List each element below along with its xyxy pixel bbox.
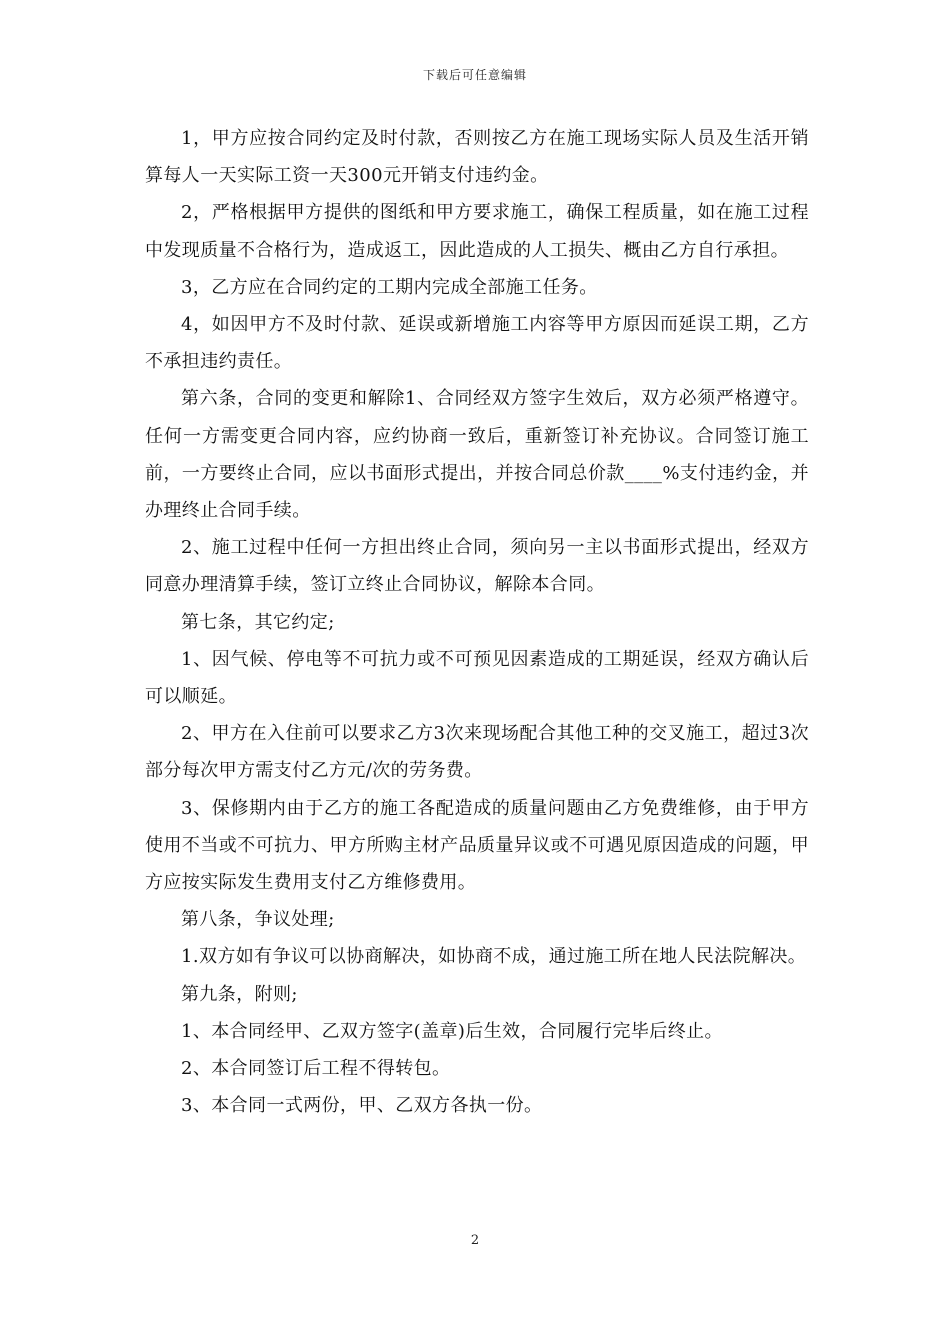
page-number: 2 — [470, 1233, 480, 1248]
paragraph: 1、因气候、停电等不可抗力或不可预见因素造成的工期延误，经双方确认后可以顺延。 — [145, 648, 809, 708]
page-header-note: 下载后可任意编辑 — [422, 68, 527, 82]
section-heading: 第七条，其它约定; — [181, 611, 335, 633]
section-heading: 第八条，争议处理; — [181, 909, 335, 931]
paragraph: 1，甲方应按合同约定及时付款，否则按乙方在施工现场实际人员及生活开销算每人一天实际工资一天300元开销支付违约金。 — [145, 128, 809, 187]
section-heading: 第九条，附则; — [181, 983, 298, 1005]
paragraph: 2、施工过程中任何一方担出终止合同，须向另一主以书面形式提出，经双方同意办理清算手续，签订立终止合同协议，解除本合同。 — [145, 537, 809, 596]
paragraph: 1.双方如有争议可以协商解决，如协商不成，通过施工所在地人民法院解决。 — [181, 946, 807, 968]
paragraph: 3、本合同一式两份，甲、乙双方各执一份。 — [181, 1095, 543, 1117]
paragraph: 第六条，合同的变更和解除1、合同经双方签字生效后，双方必须严格遵守。任何一方需变更合同内容，应约协商一致后，重新签订补充协议。合同签订施工前，一方要终止合同，应以书面形式提出，并按合同总价款____%支付违约金，并办理终止合同手续。 — [145, 388, 809, 522]
paragraph: 2、甲方在入住前可以要求乙方3次来现场配合其他工种的交叉施工，超过3次部分每次甲方需支付乙方元/次的劳务费。 — [145, 723, 809, 782]
paragraph: 1、本合同经甲、乙双方签字(盖章)后生效，合同履行完毕后终止。 — [181, 1020, 723, 1042]
paragraph: 3、保修期内由于乙方的施工各配造成的质量问题由乙方免费维修，由于甲方使用不当或不可抗力、甲方所购主材产品质量异议或不可遇见原因造成的问题，甲方应按实际发生费用支付乙方维修费用。 — [145, 797, 809, 894]
paragraph: 3，乙方应在合同约定的工期内完成全部施工任务。 — [181, 276, 598, 298]
contract-body — [145, 120, 809, 1124]
paragraph: 2、本合同签订后工程不得转包。 — [181, 1058, 451, 1080]
paragraph: 4，如因甲方不及时付款、延误或新增施工内容等甲方原因而延误工期，乙方不承担违约责任。 — [145, 314, 809, 373]
paragraph: 2，严格根据甲方提供的图纸和甲方要求施工，确保工程质量，如在施工过程中发现质量不合格行为，造成返工，因此造成的人工损失、概由乙方自行承担。 — [145, 202, 809, 261]
